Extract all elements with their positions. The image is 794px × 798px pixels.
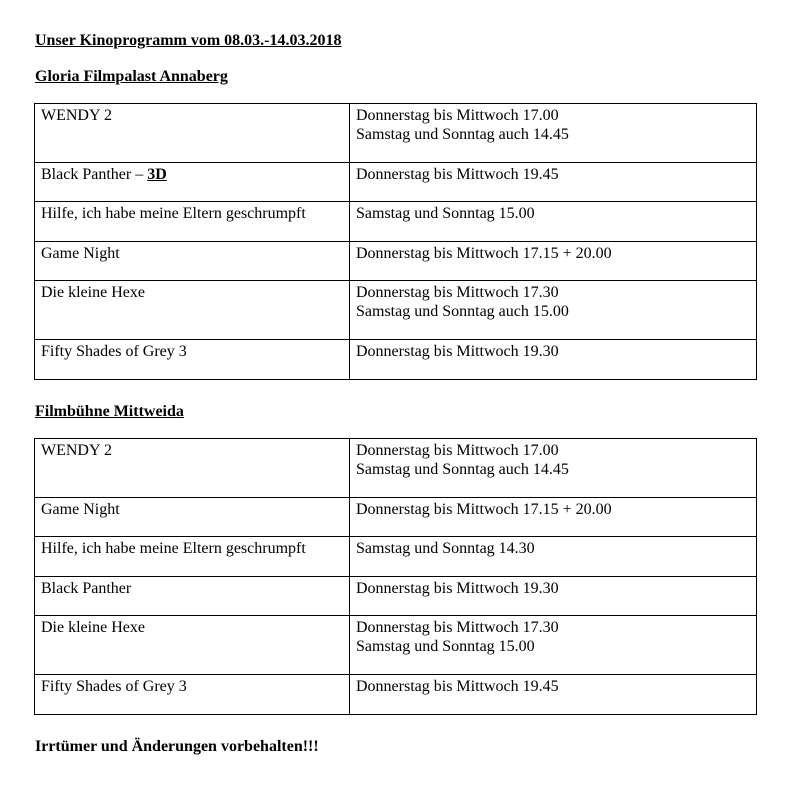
showtimes	[350, 163, 757, 202]
showtimes	[350, 577, 757, 616]
showtime-line: Donnerstag bis Mittwoch 19.45	[356, 678, 559, 695]
table-row	[35, 104, 757, 163]
page-title: Unser Kinoprogramm vom 08.03.-14.03.2018	[35, 32, 342, 49]
film-title	[35, 537, 350, 577]
showtimes	[350, 439, 757, 498]
showtimes	[350, 340, 757, 380]
table-row	[35, 281, 757, 340]
film-title-text: Black Panther	[41, 580, 132, 597]
table-row	[35, 616, 757, 675]
showtime-line: Samstag und Sonntag 15.00	[356, 638, 535, 655]
table-row	[35, 675, 757, 715]
film-title-text: Fifty Shades of Grey 3	[41, 678, 187, 695]
disclaimer: Irrtümer und Änderungen vorbehalten!!!	[35, 738, 319, 755]
film-title	[35, 340, 350, 380]
showtimes	[350, 537, 757, 577]
film-title-text: Game Night	[41, 501, 120, 518]
film-title-text: Game Night	[41, 245, 120, 262]
film-title-text: Hilfe, ich habe meine Eltern geschrumpft	[41, 540, 306, 557]
film-title-text: Die kleine Hexe	[41, 619, 145, 636]
table-row	[35, 340, 757, 380]
program-table	[34, 103, 757, 380]
showtime-line: Donnerstag bis Mittwoch 17.15 + 20.00	[356, 245, 612, 262]
film-title	[35, 104, 350, 163]
showtime-line: Samstag und Sonntag auch 14.45	[356, 461, 569, 478]
film-title-text: Hilfe, ich habe meine Eltern geschrumpft	[41, 205, 306, 222]
film-title	[35, 577, 350, 616]
showtime-line: Donnerstag bis Mittwoch 17.00	[356, 107, 559, 124]
showtime-line: Donnerstag bis Mittwoch 17.15 + 20.00	[356, 501, 612, 518]
table-row	[35, 202, 757, 242]
film-title-text: WENDY 2	[41, 442, 112, 459]
table-row	[35, 577, 757, 616]
film-title	[35, 675, 350, 715]
showtimes	[350, 281, 757, 340]
film-title	[35, 281, 350, 340]
table-row	[35, 242, 757, 281]
showtime-line: Donnerstag bis Mittwoch 19.45	[356, 166, 559, 183]
table-row	[35, 498, 757, 537]
film-title	[35, 163, 350, 202]
showtime-line: Donnerstag bis Mittwoch 19.30	[356, 580, 559, 597]
film-title	[35, 202, 350, 242]
showtimes	[350, 104, 757, 163]
cinema-name: Filmbühne Mittweida	[35, 403, 184, 420]
showtimes	[350, 498, 757, 537]
film-title-text: WENDY 2	[41, 107, 112, 124]
film-title-text: Fifty Shades of Grey 3	[41, 343, 187, 360]
showtimes	[350, 202, 757, 242]
showtimes	[350, 675, 757, 715]
table-row	[35, 163, 757, 202]
film-title-text: Die kleine Hexe	[41, 284, 145, 301]
showtime-line: Samstag und Sonntag auch 15.00	[356, 303, 569, 320]
cinema-name: Gloria Filmpalast Annaberg	[35, 68, 228, 85]
showtimes	[350, 242, 757, 281]
program-table	[34, 438, 757, 715]
showtime-line: Donnerstag bis Mittwoch 17.30	[356, 284, 559, 301]
showtime-line: Donnerstag bis Mittwoch 17.00	[356, 442, 559, 459]
table-row	[35, 439, 757, 498]
showtime-line: Donnerstag bis Mittwoch 17.30	[356, 619, 559, 636]
film-title	[35, 498, 350, 537]
showtimes	[350, 616, 757, 675]
showtime-line: Samstag und Sonntag 15.00	[356, 205, 535, 222]
film-title-text: Black Panther –	[41, 166, 148, 183]
showtime-line: Donnerstag bis Mittwoch 19.30	[356, 343, 559, 360]
film-title	[35, 439, 350, 498]
table-row	[35, 537, 757, 577]
film-title	[35, 242, 350, 281]
film-title	[35, 616, 350, 675]
showtime-line: Samstag und Sonntag 14.30	[356, 540, 535, 557]
showtime-line: Samstag und Sonntag auch 14.45	[356, 126, 569, 143]
film-format-badge: 3D	[147, 166, 167, 183]
